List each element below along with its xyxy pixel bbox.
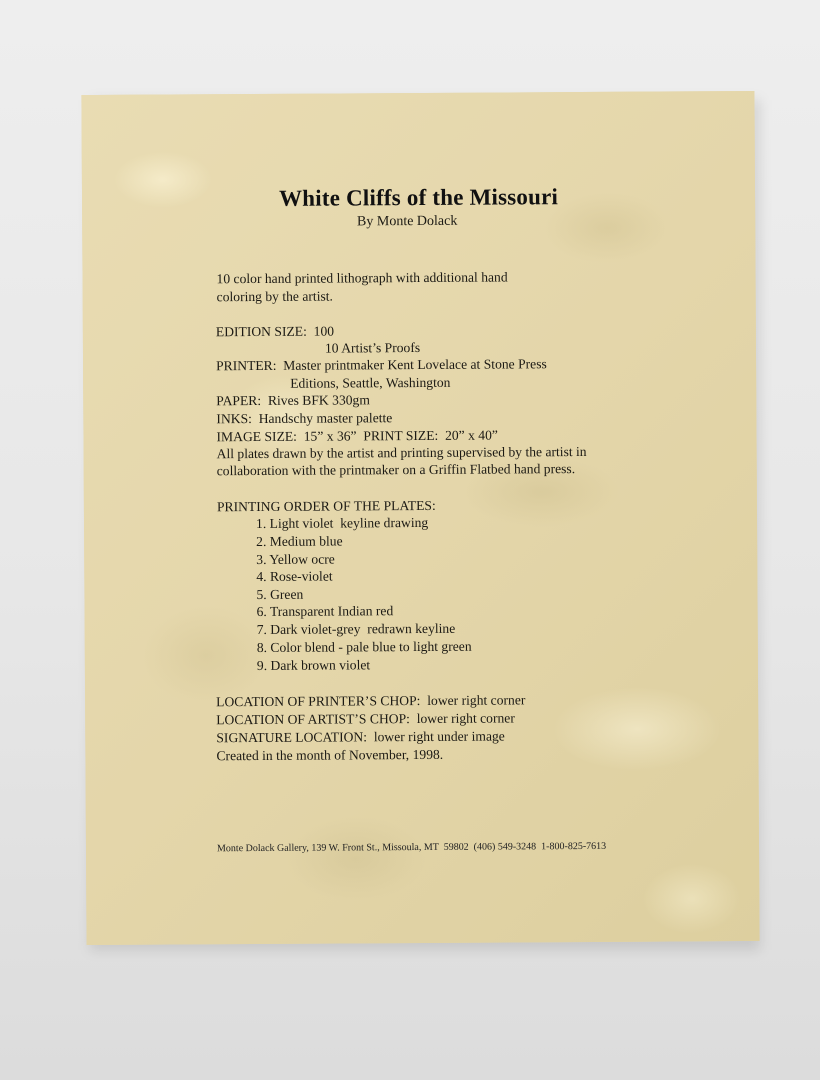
plate-item: 2. Medium blue	[256, 533, 343, 550]
plates-note-line: collaboration with the printmaker on a Griffin Flatbed hand press.	[216, 461, 576, 479]
plate-item: 7. Dark violet-grey redrawn keyline	[256, 620, 456, 638]
location-line: LOCATION OF PRINTER’S CHOP: lower right corner	[216, 692, 526, 710]
paper-line: PAPER: Rives BFK 330gm	[216, 392, 370, 409]
plate-item: 5. Green	[256, 586, 304, 603]
plate-item: 3. Yellow ocre	[256, 551, 335, 568]
plate-item: 8. Color blend - pale blue to light green	[256, 638, 472, 656]
gallery-footer: Monte Dolack Gallery, 139 W. Front St., Missoula, MT 59802 (406) 549-3248 1-800-825-7613	[216, 840, 607, 855]
plate-item: 6. Transparent Indian red	[256, 603, 394, 620]
plates-heading: PRINTING ORDER OF THE PLATES:	[216, 497, 436, 515]
edition-size-line: EDITION SIZE: 100	[215, 323, 335, 340]
location-line: LOCATION OF ARTIST’S CHOP: lower right corner	[216, 710, 515, 728]
artist-proofs-line: 10 Artist’s Proofs	[324, 339, 421, 356]
intro-line: coloring by the artist.	[216, 288, 333, 305]
document-title: White Cliffs of the Missouri	[278, 184, 559, 211]
plate-item: 9. Dark brown violet	[256, 657, 371, 674]
printer-line-cont: Editions, Seattle, Washington	[290, 374, 451, 391]
intro-line: 10 color hand printed lithograph with additional hand	[216, 269, 508, 287]
location-line: SIGNATURE LOCATION: lower right under image	[216, 728, 505, 746]
plate-item: 4. Rose-violet	[256, 568, 333, 585]
plates-note-line: All plates drawn by the artist and printing supervised by the artist in	[216, 443, 587, 462]
created-line: Created in the month of November, 1998.	[216, 746, 444, 764]
plate-item: 1. Light violet keyline drawing	[255, 514, 429, 532]
inks-line: INKS: Handschy master palette	[216, 410, 393, 427]
printer-line: PRINTER: Master printmaker Kent Lovelace at Stone Press	[216, 356, 547, 374]
parchment-sheet	[81, 91, 759, 945]
author-byline: By Monte Dolack	[356, 213, 458, 230]
size-line: IMAGE SIZE: 15” x 36” PRINT SIZE: 20” x 40”	[216, 427, 498, 445]
